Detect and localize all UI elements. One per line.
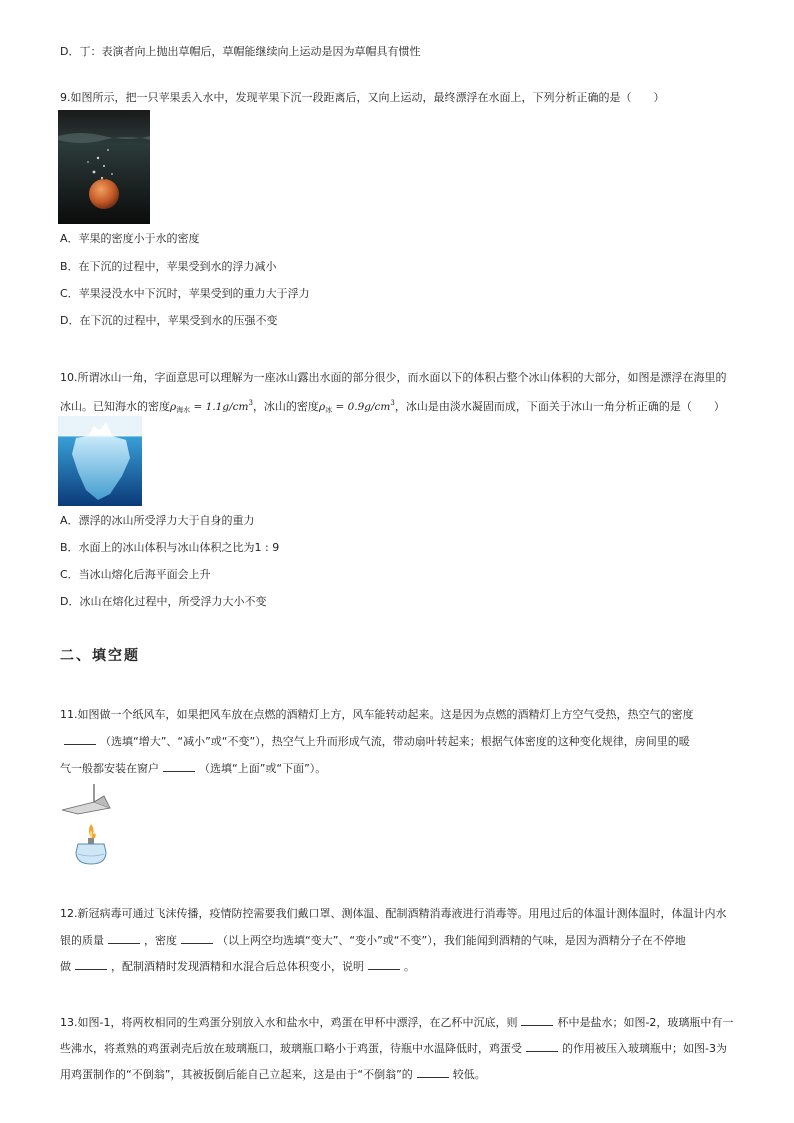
- answer-blank[interactable]: [526, 1040, 558, 1052]
- answer-blank[interactable]: [108, 932, 140, 944]
- section-title: 二、填空题: [60, 648, 140, 664]
- q12-text: 做: [60, 960, 71, 973]
- q11-line1: 11.如图做一个纸风车，如果把风车放在点燃的酒精灯上方，风车能转动起来。这是因为点燃的酒精灯上方空气受热，热空气的密度: [60, 708, 694, 721]
- q10-stem-line2: [60, 395, 725, 418]
- answer-blank[interactable]: [368, 958, 400, 970]
- q12-text: ，密度: [144, 934, 177, 947]
- q9-option-a: A．苹果的密度小于水的密度: [60, 232, 200, 245]
- q11-line3: [60, 760, 326, 777]
- q13-text: 些沸水，将煮熟的鸡蛋剥壳后放在玻璃瓶口，玻璃瓶口略小于鸡蛋，待瓶中水温降低时，鸡蛋受: [60, 1042, 522, 1055]
- q9-option-b: B．在下沉的过程中，苹果受到水的浮力减小: [60, 260, 277, 273]
- answer-blank[interactable]: [163, 760, 195, 772]
- rho-sea-formula: $\rho_{海水} = 1.1g/cm^3$: [170, 399, 253, 414]
- q8-option-d: D．丁：表演者向上抛出草帽后，草帽能继续向上运动是因为草帽具有惯性: [60, 45, 421, 58]
- iceberg-photo: [58, 416, 142, 506]
- q13-line1: [60, 1014, 733, 1031]
- q11-text: 气一般都安装在窗户: [60, 762, 159, 775]
- q12-text: （以上两空均选填“变大”、“变小”或“不变”），我们能闻到酒精的气味，是因为酒精分子在不停地: [217, 934, 686, 947]
- q11-text: （选填“增大”、“减小”或“不变”），热空气上升而形成气流，带动扇叶转起来；根据气体密度的这种变化规律，房间里的暖: [100, 735, 690, 748]
- pinwheel-alcohol-lamp-figure: [58, 780, 120, 870]
- q10-stem-line1: 10.所谓冰山一角，字面意思可以理解为一座冰山露出水面的部分很少，而水面以下的体积占整个冰山体积的大部分，如图是漂浮在海里的: [60, 371, 727, 384]
- q12-line3: [60, 958, 415, 975]
- q13-text: 13.如图-1，将两枚相同的生鸡蛋分别放入水和盐水中，鸡蛋在甲杯中漂浮，在乙杯中沉底，则: [60, 1016, 518, 1029]
- q10-stem-text-a: 冰山。已知海水的密度: [60, 400, 170, 413]
- q9-stem: 9.如图所示，把一只苹果丢入水中，发现苹果下沉一段距离后，又向上运动，最终漂浮在水面上，下列分析正确的是（ ）: [60, 91, 665, 104]
- q12-text: ，配制酒精时发现酒精和水混合后总体积变小，说明: [111, 960, 364, 973]
- q13-text: 的作用被压入玻璃瓶中；如图-3为: [562, 1042, 727, 1055]
- rho-ice-formula: $\rho_冰 = 0.9g/cm^3$: [318, 399, 395, 414]
- q10-stem-text-c: ，冰山是由淡水凝固而成，下面关于冰山一角分析正确的是（ ）: [394, 400, 725, 413]
- answer-blank[interactable]: [521, 1014, 553, 1026]
- q12-line1: 12.新冠病毒可通过飞沫传播，疫情防控需要我们戴口罩、测体温、配制酒精消毒液进行消毒等。用甩过后的体温计测体温时，体温计内水: [60, 907, 727, 920]
- answer-blank[interactable]: [417, 1066, 449, 1078]
- answer-blank[interactable]: [75, 958, 107, 970]
- q10-stem-text-b: ，冰山的密度: [252, 400, 319, 413]
- q11-line2: [60, 733, 690, 750]
- answer-blank[interactable]: [64, 733, 96, 745]
- q9-option-c: C．苹果浸没水中下沉时，苹果受到的重力大于浮力: [60, 287, 310, 300]
- q10-option-c: C．当冰山熔化后海平面会上升: [60, 568, 211, 581]
- q11-text: （选填“上面”或“下面”）。: [199, 762, 327, 775]
- answer-blank[interactable]: [181, 932, 213, 944]
- q13-line3: [60, 1066, 486, 1083]
- q13-text: 杯中是盐水；如图-2，玻璃瓶中有一: [557, 1016, 734, 1029]
- q10-option-b: B．水面上的冰山体积与冰山体积之比为1 : 9: [60, 541, 280, 554]
- q13-text: 较低。: [452, 1068, 486, 1081]
- q9-option-d: D．在下沉的过程中，苹果受到水的压强不变: [60, 314, 278, 327]
- q12-text: 。: [404, 960, 415, 973]
- apple-in-water-photo: [58, 110, 150, 224]
- q12-text: 银的质量: [60, 934, 104, 947]
- q13-line2: [60, 1040, 727, 1057]
- q10-option-d: D．冰山在熔化过程中，所受浮力大小不变: [60, 595, 267, 608]
- q12-line2: [60, 932, 686, 949]
- q10-option-a: A．漂浮的冰山所受浮力大于自身的重力: [60, 514, 255, 527]
- q13-text: 用鸡蛋制作的“不倒翁”，其被扳倒后能自己立起来，这是由于“不倒翁”的: [60, 1068, 413, 1081]
